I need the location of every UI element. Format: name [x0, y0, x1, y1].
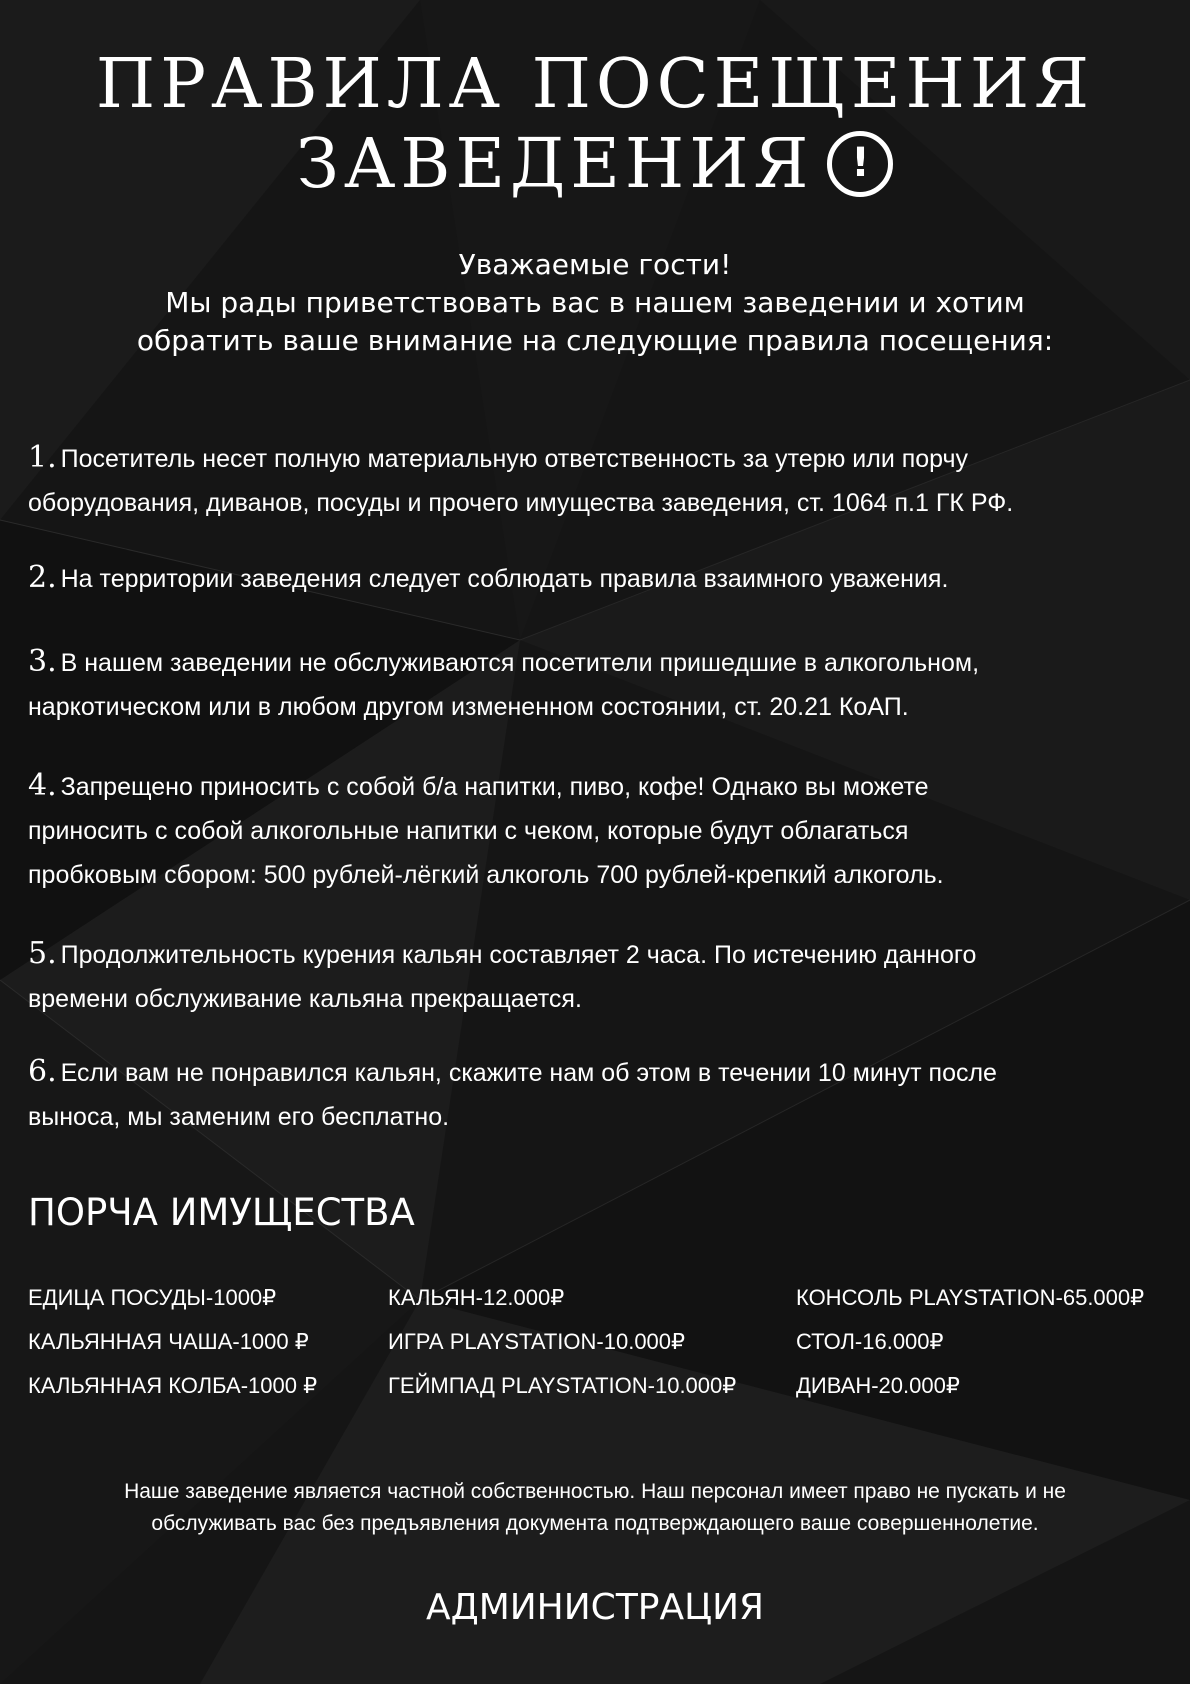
- intro-greeting: Уважаемые гости!: [458, 248, 732, 281]
- rule-item-2: [28, 556, 1168, 601]
- rule-item-1: [28, 436, 1168, 525]
- price-item: КАЛЬЯН-12.000₽: [388, 1285, 565, 1310]
- rule-item-4: [28, 764, 1168, 897]
- intro-line-3: обратить ваше внимание на следующие правила посещения:: [136, 324, 1054, 357]
- price-column-1: [28, 1276, 317, 1408]
- page-title-text: ЗАВЕДЕНИЯ: [296, 125, 814, 204]
- rule-item-5: [28, 932, 1168, 1021]
- page-title-line-1: ПРАВИЛА ПОСЕЩЕНИЯ: [95, 45, 1095, 124]
- rule-number: 4.: [28, 768, 57, 803]
- price-item: ЕДИЦА ПОСУДЫ-1000₽: [28, 1285, 277, 1310]
- footer-notice: [0, 1476, 1190, 1540]
- rule-item-3: [28, 640, 1168, 729]
- rule-item-6: [28, 1050, 1168, 1139]
- rule-text: На территории заведения следует соблюдать правила взаимного уважения.: [60, 565, 949, 593]
- footer-line-2: обслуживать вас без предъявления документа подтверждающего ваше совершеннолетие.: [151, 1512, 1039, 1535]
- price-item: КАЛЬЯННАЯ КОЛБА-1000 ₽: [28, 1373, 318, 1398]
- price-item: ИГРА PLAYSTATION-10.000₽: [388, 1329, 686, 1354]
- rule-text: оборудования, диванов, посуды и прочего имущества заведения, ст. 1064 п.1 ГК РФ.: [28, 489, 1014, 517]
- price-item: СТОЛ-16.000₽: [796, 1329, 944, 1354]
- page-title-line-2: [0, 124, 1190, 206]
- rule-text: времени обслуживание кальяна прекращается.: [28, 985, 582, 1013]
- price-item: КОНСОЛЬ PLAYSTATION-65.000₽: [796, 1285, 1145, 1310]
- price-column-3: [796, 1276, 1144, 1408]
- price-column-2: [388, 1276, 736, 1408]
- rule-number: 1.: [28, 440, 57, 475]
- price-item: ДИВАН-20.000₽: [796, 1373, 960, 1398]
- rule-text: Посетитель несет полную материальную ответственность за утерю или порчу: [60, 445, 969, 473]
- rule-text: приносить с собой алкогольные напитки с чеком, которые будут облагаться: [28, 817, 909, 845]
- rule-number: 2.: [28, 560, 57, 595]
- rule-text: В нашем заведении не обслуживаются посетители пришедшие в алкогольном,: [60, 649, 980, 677]
- rule-text: пробковым сбором: 500 рублей-лёгкий алкоголь 700 рублей-крепкий алкоголь.: [28, 861, 944, 889]
- administration-signature: АДМИНИСТРАЦИЯ: [425, 1587, 765, 1628]
- rule-text: наркотическом или в любом другом измененном состоянии, ст. 20.21 КоАП.: [28, 693, 909, 721]
- rule-text: Запрещено приносить с собой б/а напитки, пиво, кофе! Однако вы можете: [60, 773, 929, 801]
- rule-number: 3.: [28, 644, 57, 679]
- rule-text: Если вам не понравился кальян, скажите нам об этом в течении 10 минут после: [60, 1059, 997, 1087]
- rule-number: 6.: [28, 1054, 57, 1089]
- damage-section-title: ПОРЧА ИМУЩЕСТВА: [28, 1191, 415, 1234]
- rule-number: 5.: [28, 936, 57, 971]
- rule-text: Продолжительность курения кальян составляет 2 часа. По истечению данного: [60, 941, 977, 969]
- intro-line-2: Мы рады приветствовать вас в нашем заведении и хотим: [165, 286, 1025, 319]
- price-item: ГЕЙМПАД PLAYSTATION-10.000₽: [388, 1373, 737, 1398]
- rule-text: выноса, мы заменим его бесплатно.: [28, 1103, 450, 1131]
- price-item: КАЛЬЯННАЯ ЧАША-1000 ₽: [28, 1329, 309, 1354]
- footer-line-1: Наше заведение является частной собственностью. Наш персонал имеет право не пускать и не: [124, 1480, 1066, 1503]
- exclamation-circle-icon: !: [827, 131, 893, 197]
- intro-text: [0, 246, 1190, 360]
